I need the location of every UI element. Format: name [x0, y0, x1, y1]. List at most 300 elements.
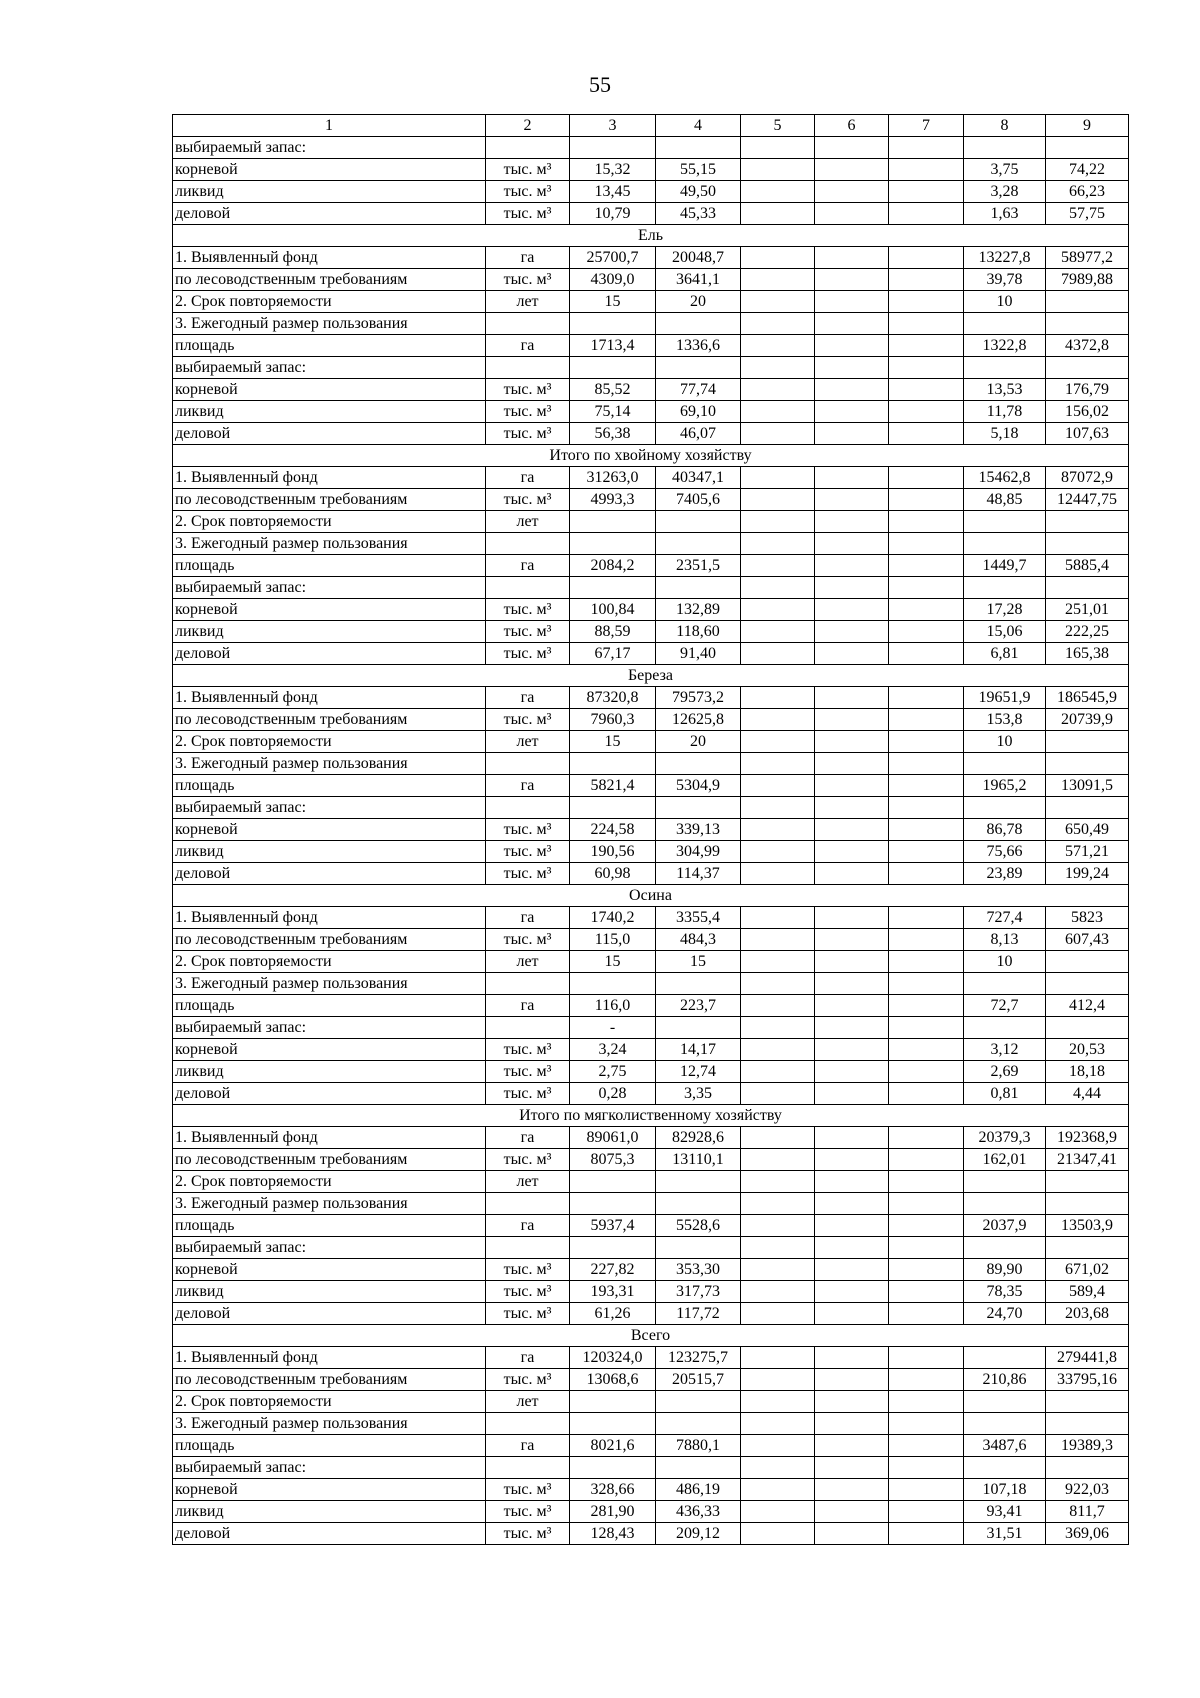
- value-cell: [889, 841, 964, 863]
- value-cell: [1046, 1171, 1129, 1193]
- table-row: [173, 775, 1129, 797]
- table-row: [173, 203, 1129, 225]
- value-cell: [889, 731, 964, 753]
- unit-cell: тыс. м³: [486, 1501, 570, 1523]
- value-cell: [815, 1457, 889, 1479]
- value-cell: [570, 357, 656, 379]
- value-cell: [815, 1435, 889, 1457]
- value-cell: [741, 1413, 815, 1435]
- value-cell: 13227,8: [964, 247, 1046, 269]
- table-row: [173, 797, 1129, 819]
- value-cell: [1046, 731, 1129, 753]
- row-label: ликвид: [173, 1061, 486, 1083]
- table-row: [173, 687, 1129, 709]
- value-cell: [964, 1017, 1046, 1039]
- value-cell: 2,75: [570, 1061, 656, 1083]
- value-cell: 3355,4: [656, 907, 741, 929]
- row-label: 3. Ежегодный размер пользования: [173, 1413, 486, 1435]
- row-label: корневой: [173, 599, 486, 621]
- table-row: [173, 1479, 1129, 1501]
- value-cell: [889, 1413, 964, 1435]
- row-label: по лесоводственным требованиям: [173, 1369, 486, 1391]
- value-cell: [741, 379, 815, 401]
- value-cell: [656, 1457, 741, 1479]
- table-row: [173, 1413, 1129, 1435]
- value-cell: [570, 577, 656, 599]
- value-cell: 15: [656, 951, 741, 973]
- value-cell: 56,38: [570, 423, 656, 445]
- value-cell: 192368,9: [1046, 1127, 1129, 1149]
- value-cell: [889, 401, 964, 423]
- value-cell: 436,33: [656, 1501, 741, 1523]
- value-cell: [964, 1237, 1046, 1259]
- value-cell: 5304,9: [656, 775, 741, 797]
- table-row: [173, 1039, 1129, 1061]
- value-cell: [815, 1061, 889, 1083]
- value-cell: 31263,0: [570, 467, 656, 489]
- value-cell: [570, 313, 656, 335]
- value-cell: 5885,4: [1046, 555, 1129, 577]
- value-cell: [815, 731, 889, 753]
- value-cell: [964, 313, 1046, 335]
- value-cell: 86,78: [964, 819, 1046, 841]
- value-cell: 224,58: [570, 819, 656, 841]
- value-cell: 20739,9: [1046, 709, 1129, 731]
- value-cell: 5937,4: [570, 1215, 656, 1237]
- value-cell: [964, 137, 1046, 159]
- value-cell: 31,51: [964, 1523, 1046, 1545]
- table-row: [173, 467, 1129, 489]
- value-cell: [815, 1149, 889, 1171]
- value-cell: [741, 1171, 815, 1193]
- value-cell: 4372,8: [1046, 335, 1129, 357]
- table-row: [173, 731, 1129, 753]
- table-row: [173, 1193, 1129, 1215]
- value-cell: [656, 137, 741, 159]
- value-cell: [815, 1171, 889, 1193]
- value-cell: 281,90: [570, 1501, 656, 1523]
- table-row: [173, 181, 1129, 203]
- section-title: Всего: [173, 1325, 1129, 1347]
- value-cell: 107,63: [1046, 423, 1129, 445]
- value-cell: [741, 1391, 815, 1413]
- unit-cell: лет: [486, 1171, 570, 1193]
- value-cell: [741, 973, 815, 995]
- value-cell: 15462,8: [964, 467, 1046, 489]
- value-cell: [741, 1435, 815, 1457]
- value-cell: [815, 1237, 889, 1259]
- value-cell: [741, 1039, 815, 1061]
- table-row: [173, 709, 1129, 731]
- value-cell: [889, 687, 964, 709]
- value-cell: 328,66: [570, 1479, 656, 1501]
- value-cell: 19651,9: [964, 687, 1046, 709]
- table-row: [173, 291, 1129, 313]
- value-cell: 203,68: [1046, 1303, 1129, 1325]
- table-row: [173, 1501, 1129, 1523]
- value-cell: [964, 1413, 1046, 1435]
- value-cell: [889, 599, 964, 621]
- value-cell: 4,44: [1046, 1083, 1129, 1105]
- value-cell: [741, 1215, 815, 1237]
- value-cell: 13,53: [964, 379, 1046, 401]
- value-cell: [741, 1061, 815, 1083]
- unit-cell: тыс. м³: [486, 709, 570, 731]
- table-row: [173, 819, 1129, 841]
- value-cell: [656, 1193, 741, 1215]
- value-cell: [741, 511, 815, 533]
- value-cell: [964, 1193, 1046, 1215]
- value-cell: 48,85: [964, 489, 1046, 511]
- table-row: [173, 1259, 1129, 1281]
- unit-cell: лет: [486, 511, 570, 533]
- table-row: [173, 1523, 1129, 1545]
- value-cell: 15,32: [570, 159, 656, 181]
- value-cell: 5,18: [964, 423, 1046, 445]
- unit-cell: тыс. м³: [486, 1083, 570, 1105]
- value-cell: 132,89: [656, 599, 741, 621]
- value-cell: 13068,6: [570, 1369, 656, 1391]
- row-label: выбираемый запас:: [173, 797, 486, 819]
- table-row: [173, 269, 1129, 291]
- row-label: площадь: [173, 995, 486, 1017]
- row-label: площадь: [173, 555, 486, 577]
- value-cell: 12625,8: [656, 709, 741, 731]
- value-cell: [741, 1237, 815, 1259]
- value-cell: [889, 929, 964, 951]
- value-cell: [889, 797, 964, 819]
- row-label: ликвид: [173, 841, 486, 863]
- section-title: Итого по хвойному хозяйству: [173, 445, 1129, 467]
- value-cell: [815, 1523, 889, 1545]
- unit-cell: [486, 1457, 570, 1479]
- row-label: 1. Выявленный фонд: [173, 907, 486, 929]
- unit-cell: тыс. м³: [486, 269, 570, 291]
- unit-cell: лет: [486, 1391, 570, 1413]
- value-cell: 13,45: [570, 181, 656, 203]
- value-cell: [815, 1215, 889, 1237]
- value-cell: 3641,1: [656, 269, 741, 291]
- value-cell: [815, 533, 889, 555]
- value-cell: [815, 951, 889, 973]
- value-cell: [889, 1391, 964, 1413]
- value-cell: [570, 1171, 656, 1193]
- value-cell: [889, 1061, 964, 1083]
- value-cell: 412,4: [1046, 995, 1129, 1017]
- value-cell: 49,50: [656, 181, 741, 203]
- value-cell: [741, 467, 815, 489]
- table-row: [173, 995, 1129, 1017]
- value-cell: 57,75: [1046, 203, 1129, 225]
- row-label: 2. Срок повторяемости: [173, 1171, 486, 1193]
- value-cell: 1336,6: [656, 335, 741, 357]
- value-cell: [815, 357, 889, 379]
- value-cell: [741, 1523, 815, 1545]
- value-cell: [889, 709, 964, 731]
- value-cell: [815, 247, 889, 269]
- section-header-row: [173, 885, 1129, 907]
- value-cell: [889, 1017, 964, 1039]
- section-header-row: [173, 665, 1129, 687]
- column-number: 6: [815, 115, 889, 137]
- unit-cell: лет: [486, 291, 570, 313]
- row-label: 1. Выявленный фонд: [173, 247, 486, 269]
- table-row: [173, 973, 1129, 995]
- value-cell: [815, 1281, 889, 1303]
- value-cell: [741, 555, 815, 577]
- unit-cell: [486, 797, 570, 819]
- unit-cell: тыс. м³: [486, 1259, 570, 1281]
- unit-cell: тыс. м³: [486, 819, 570, 841]
- value-cell: 123275,7: [656, 1347, 741, 1369]
- value-cell: [815, 313, 889, 335]
- value-cell: [889, 203, 964, 225]
- value-cell: [1046, 511, 1129, 533]
- value-cell: [741, 1193, 815, 1215]
- value-cell: [570, 1237, 656, 1259]
- value-cell: [889, 1523, 964, 1545]
- value-cell: 91,40: [656, 643, 741, 665]
- value-cell: [656, 313, 741, 335]
- unit-cell: га: [486, 1127, 570, 1149]
- value-cell: [964, 1391, 1046, 1413]
- value-cell: 5528,6: [656, 1215, 741, 1237]
- value-cell: 279441,8: [1046, 1347, 1129, 1369]
- row-label: деловой: [173, 1303, 486, 1325]
- row-label: корневой: [173, 1479, 486, 1501]
- column-number: 2: [486, 115, 570, 137]
- value-cell: [964, 511, 1046, 533]
- value-cell: 3,28: [964, 181, 1046, 203]
- value-cell: 3,12: [964, 1039, 1046, 1061]
- value-cell: [1046, 1457, 1129, 1479]
- value-cell: 8021,6: [570, 1435, 656, 1457]
- row-label: площадь: [173, 775, 486, 797]
- value-cell: 12,74: [656, 1061, 741, 1083]
- value-cell: 3,24: [570, 1039, 656, 1061]
- table-row: [173, 1017, 1129, 1039]
- value-cell: 87072,9: [1046, 467, 1129, 489]
- value-cell: [815, 335, 889, 357]
- row-label: выбираемый запас:: [173, 137, 486, 159]
- value-cell: [889, 1435, 964, 1457]
- section-header-row: [173, 445, 1129, 467]
- unit-cell: тыс. м³: [486, 1479, 570, 1501]
- value-cell: [889, 1281, 964, 1303]
- value-cell: [815, 489, 889, 511]
- value-cell: 107,18: [964, 1479, 1046, 1501]
- row-label: 3. Ежегодный размер пользования: [173, 313, 486, 335]
- value-cell: [889, 269, 964, 291]
- section-header-row: [173, 1105, 1129, 1127]
- value-cell: [815, 1259, 889, 1281]
- row-label: площадь: [173, 1215, 486, 1237]
- row-label: 2. Срок повторяемости: [173, 951, 486, 973]
- value-cell: [889, 1127, 964, 1149]
- value-cell: 89061,0: [570, 1127, 656, 1149]
- table-row: [173, 1281, 1129, 1303]
- row-label: ликвид: [173, 181, 486, 203]
- value-cell: [815, 511, 889, 533]
- value-cell: [656, 1171, 741, 1193]
- table-row: [173, 621, 1129, 643]
- unit-cell: [486, 137, 570, 159]
- value-cell: [1046, 1413, 1129, 1435]
- value-cell: 304,99: [656, 841, 741, 863]
- value-cell: [815, 577, 889, 599]
- unit-cell: га: [486, 1347, 570, 1369]
- table-row: [173, 401, 1129, 423]
- row-label: по лесоводственным требованиям: [173, 489, 486, 511]
- value-cell: [741, 1303, 815, 1325]
- value-cell: [815, 1501, 889, 1523]
- column-number: 3: [570, 115, 656, 137]
- table-row: [173, 335, 1129, 357]
- value-cell: 69,10: [656, 401, 741, 423]
- value-cell: [815, 687, 889, 709]
- value-cell: 589,4: [1046, 1281, 1129, 1303]
- value-cell: [889, 533, 964, 555]
- value-cell: [1046, 973, 1129, 995]
- unit-cell: тыс. м³: [486, 841, 570, 863]
- value-cell: [741, 621, 815, 643]
- table-row: [173, 577, 1129, 599]
- unit-cell: тыс. м³: [486, 929, 570, 951]
- unit-cell: [486, 1413, 570, 1435]
- value-cell: 10,79: [570, 203, 656, 225]
- row-label: выбираемый запас:: [173, 357, 486, 379]
- value-cell: [889, 973, 964, 995]
- table-row: [173, 1083, 1129, 1105]
- value-cell: 15: [570, 291, 656, 313]
- row-label: ликвид: [173, 621, 486, 643]
- value-cell: 165,38: [1046, 643, 1129, 665]
- value-cell: 571,21: [1046, 841, 1129, 863]
- value-cell: [1046, 291, 1129, 313]
- table-row: [173, 1391, 1129, 1413]
- row-label: ликвид: [173, 1281, 486, 1303]
- value-cell: [1046, 313, 1129, 335]
- row-label: 1. Выявленный фонд: [173, 687, 486, 709]
- value-cell: 607,43: [1046, 929, 1129, 951]
- value-cell: [815, 1479, 889, 1501]
- value-cell: [570, 1391, 656, 1413]
- unit-cell: тыс. м³: [486, 203, 570, 225]
- value-cell: [1046, 577, 1129, 599]
- value-cell: [889, 1347, 964, 1369]
- value-cell: [741, 1083, 815, 1105]
- value-cell: [815, 775, 889, 797]
- row-label: корневой: [173, 1039, 486, 1061]
- unit-cell: га: [486, 687, 570, 709]
- unit-cell: [486, 1017, 570, 1039]
- value-cell: [570, 533, 656, 555]
- value-cell: 7405,6: [656, 489, 741, 511]
- unit-cell: тыс. м³: [486, 621, 570, 643]
- value-cell: [815, 753, 889, 775]
- value-cell: [815, 269, 889, 291]
- value-cell: [656, 973, 741, 995]
- value-cell: [741, 401, 815, 423]
- value-cell: 5823: [1046, 907, 1129, 929]
- row-label: 3. Ежегодный размер пользования: [173, 973, 486, 995]
- value-cell: 484,3: [656, 929, 741, 951]
- value-cell: [741, 1347, 815, 1369]
- table-row: [173, 599, 1129, 621]
- value-cell: [656, 753, 741, 775]
- value-cell: [1046, 1017, 1129, 1039]
- row-label: по лесоводственным требованиям: [173, 929, 486, 951]
- value-cell: [741, 1369, 815, 1391]
- value-cell: [889, 555, 964, 577]
- value-cell: [889, 819, 964, 841]
- unit-cell: га: [486, 555, 570, 577]
- table-row: [173, 1127, 1129, 1149]
- value-cell: 7960,3: [570, 709, 656, 731]
- value-cell: 25700,7: [570, 247, 656, 269]
- value-cell: 7989,88: [1046, 269, 1129, 291]
- value-cell: 10: [964, 951, 1046, 973]
- value-cell: [741, 357, 815, 379]
- value-cell: 15: [570, 731, 656, 753]
- value-cell: [815, 379, 889, 401]
- value-cell: 118,60: [656, 621, 741, 643]
- value-cell: 190,56: [570, 841, 656, 863]
- value-cell: 210,86: [964, 1369, 1046, 1391]
- value-cell: 2,69: [964, 1061, 1046, 1083]
- value-cell: [741, 1259, 815, 1281]
- value-cell: [889, 1039, 964, 1061]
- value-cell: [741, 1457, 815, 1479]
- table-row: [173, 137, 1129, 159]
- unit-cell: [486, 973, 570, 995]
- unit-cell: га: [486, 467, 570, 489]
- value-cell: [815, 1127, 889, 1149]
- value-cell: [889, 467, 964, 489]
- value-cell: -: [570, 1017, 656, 1039]
- value-cell: [815, 643, 889, 665]
- section-title: Ель: [173, 225, 1129, 247]
- value-cell: 116,0: [570, 995, 656, 1017]
- value-cell: 8,13: [964, 929, 1046, 951]
- unit-cell: га: [486, 1435, 570, 1457]
- table-row: [173, 489, 1129, 511]
- value-cell: 3,75: [964, 159, 1046, 181]
- value-cell: 20,53: [1046, 1039, 1129, 1061]
- row-label: 2. Срок повторяемости: [173, 511, 486, 533]
- value-cell: [815, 929, 889, 951]
- value-cell: 8075,3: [570, 1149, 656, 1171]
- unit-cell: тыс. м³: [486, 181, 570, 203]
- value-cell: [815, 797, 889, 819]
- value-cell: [741, 1149, 815, 1171]
- value-cell: [815, 1391, 889, 1413]
- value-cell: [889, 1259, 964, 1281]
- row-label: корневой: [173, 159, 486, 181]
- value-cell: 75,14: [570, 401, 656, 423]
- table-row: [173, 1457, 1129, 1479]
- column-number: 8: [964, 115, 1046, 137]
- value-cell: [815, 1083, 889, 1105]
- value-cell: 811,7: [1046, 1501, 1129, 1523]
- value-cell: [889, 775, 964, 797]
- value-cell: [889, 137, 964, 159]
- value-cell: 14,17: [656, 1039, 741, 1061]
- row-label: корневой: [173, 1259, 486, 1281]
- value-cell: 199,24: [1046, 863, 1129, 885]
- value-cell: 18,18: [1046, 1061, 1129, 1083]
- value-cell: 1740,2: [570, 907, 656, 929]
